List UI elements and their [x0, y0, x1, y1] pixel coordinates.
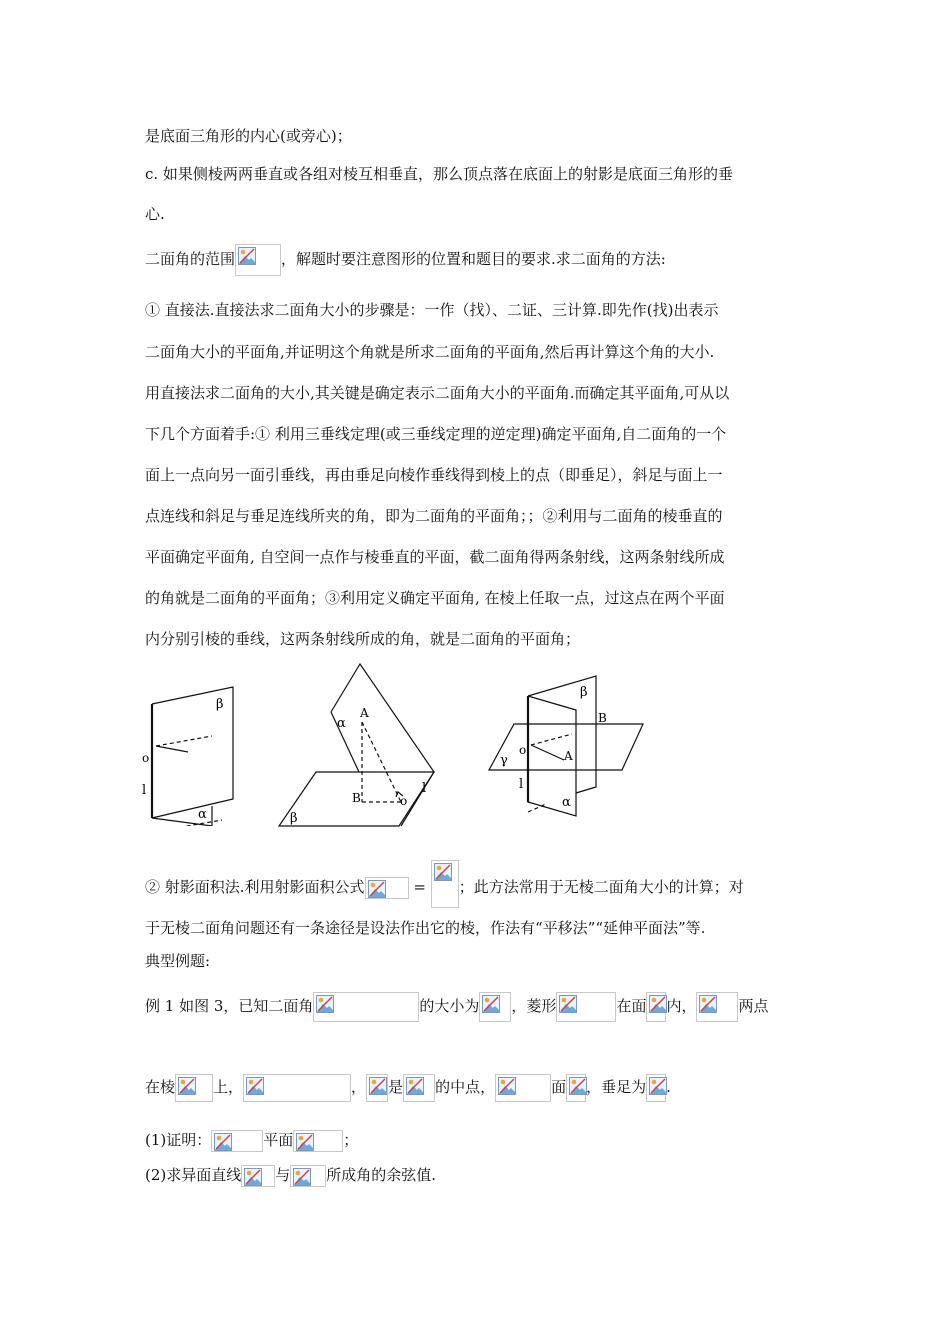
formula-image — [431, 860, 459, 908]
dashed-oB — [531, 734, 572, 745]
broken-image-icon — [649, 995, 667, 1013]
text-line: 用直接法求二面角的大小,其关键是确定表示二面角大小的平面角.而确定其平面角,可从以 — [145, 384, 730, 402]
text-line: c. 如果侧棱两两垂直或各组对棱互相垂直，那么顶点落在底面上的射影是底面三角形的垂 — [145, 165, 733, 183]
text-span: ； — [343, 1131, 359, 1149]
text-span: 面 — [551, 1078, 567, 1096]
text-span: 所成角的余弦值. — [326, 1166, 437, 1184]
text-line: 二面角大小的平面角,并证明这个角就是所求二面角的平面角,然后再计算这个角的大小. — [145, 343, 715, 361]
text-line: 点连线和斜足与垂足连线所夹的角，即为二面角的平面角；；②利用与二面角的棱垂直的 — [145, 507, 723, 525]
label-alpha: α — [198, 807, 207, 822]
text-span: ；此方法常用于无棱二面角大小的计算；对 — [458, 878, 744, 896]
text-span: 在面 — [616, 997, 647, 1015]
label-l: l — [519, 777, 524, 792]
text-span: 的中点， — [435, 1078, 496, 1096]
text-span: ，垂足为 — [586, 1078, 647, 1096]
label-A: A — [360, 706, 369, 720]
formula-image — [366, 1074, 388, 1102]
text-line — [145, 1165, 436, 1187]
broken-image-icon — [569, 1077, 587, 1095]
formula-image — [241, 1165, 275, 1187]
broken-image-icon — [434, 863, 452, 881]
dashed-Ao — [362, 722, 401, 802]
label-beta: β — [580, 685, 588, 700]
figure-dihedral-1 — [136, 684, 246, 826]
text-span: ，菱形 — [511, 997, 557, 1015]
broken-image-icon — [498, 1077, 516, 1095]
text-span: 二面角的范围 — [145, 250, 236, 268]
broken-image-icon — [369, 1077, 387, 1095]
formula-image — [243, 1074, 351, 1102]
formula-image — [313, 992, 419, 1022]
text-span: 在棱 — [145, 1078, 176, 1096]
broken-image-icon — [406, 1077, 424, 1095]
text-line: 下几个方面着手:① 利用三垂线定理(或三垂线定理的逆定理)确定平面角,自二面角的一个 — [145, 425, 727, 443]
figure-dihedral-2 — [276, 662, 438, 828]
text-line — [145, 244, 666, 276]
formula-image — [403, 1074, 435, 1102]
broken-image-icon — [559, 995, 577, 1013]
formula-image — [495, 1074, 551, 1102]
text-line: ① 直接法.直接法求二面角大小的步骤是：一作（找）、二证、三计算.即先作(找)出表示 — [145, 301, 719, 319]
label-l: l — [142, 783, 147, 798]
formula-image — [556, 992, 616, 1022]
formula-image — [235, 244, 281, 276]
broken-image-icon — [244, 1168, 262, 1186]
formula-image — [646, 1074, 666, 1102]
text-span: 上， — [213, 1078, 244, 1096]
label-beta: β — [290, 811, 298, 826]
formula-image — [479, 992, 511, 1022]
formula-image — [696, 992, 738, 1022]
text-span: . — [666, 1078, 671, 1096]
formula-image — [211, 1130, 263, 1152]
label-alpha: α — [337, 716, 346, 731]
text-span: (2)求异面直线 — [145, 1166, 242, 1184]
text-span: 是 — [388, 1078, 404, 1096]
label-o: o — [400, 794, 408, 808]
broken-image-icon — [316, 995, 334, 1013]
text-line — [145, 1074, 671, 1102]
ray — [156, 746, 188, 752]
text-line: 面上一点向另一面引垂线，再由垂足向棱作垂线得到棱上的点（即垂足），斜足与面上一 — [145, 466, 723, 484]
text-span: 的大小为 — [419, 997, 480, 1015]
label-beta: β — [216, 697, 224, 712]
label-o: o — [519, 743, 527, 757]
broken-image-icon — [296, 1133, 314, 1151]
label-o: o — [142, 751, 150, 765]
formula-image — [175, 1074, 213, 1102]
ray-oA — [531, 745, 564, 760]
broken-image-icon — [246, 1077, 264, 1095]
text-line — [145, 1130, 358, 1152]
formula-image — [365, 877, 409, 899]
text-span: 与 — [275, 1166, 291, 1184]
label-gamma: γ — [500, 753, 508, 768]
plane-gamma — [489, 724, 643, 770]
text-line: 于无棱二面角问题还有一条途径是设法作出它的棱，作法有“平移法”“延伸平面法”等. — [145, 919, 706, 937]
label-B: B — [598, 711, 607, 725]
broken-image-icon — [178, 1077, 196, 1095]
formula-image — [566, 1074, 586, 1102]
equals-sign: = — [413, 878, 426, 896]
broken-image-icon — [293, 1168, 311, 1186]
broken-image-icon — [482, 995, 500, 1013]
text-span: ② 射影面积法.利用射影面积公式 — [145, 878, 365, 896]
text-line — [145, 860, 744, 908]
broken-image-icon — [699, 995, 717, 1013]
figure-dihedral-3 — [486, 672, 646, 822]
label-alpha: α — [562, 795, 571, 810]
broken-image-icon — [214, 1133, 232, 1151]
formula-image — [646, 992, 666, 1022]
formula-image — [293, 1130, 343, 1152]
text-span: 平面 — [263, 1131, 294, 1149]
text-line: 典型例题: — [145, 952, 211, 970]
text-line: 的角就是二面角的平面角；③利用定义确定平面角, 在棱上任取一点，过这点在两个平面 — [145, 589, 725, 607]
text-line: 是底面三角形的内心(或旁心)； — [145, 127, 352, 145]
text-line: 内分别引棱的垂线，这两条射线所成的角，就是二面角的平面角； — [145, 630, 581, 648]
text-line — [145, 992, 768, 1022]
text-span: ，解题时要注意图形的位置和题目的要求.求二面角的方法: — [281, 250, 666, 268]
label-l: l — [422, 781, 427, 796]
text-span: 例 1 如图 3，已知二面角 — [145, 997, 314, 1015]
text-line: 平面确定平面角, 自空间一点作与棱垂直的平面，截二面角得两条射线，这两条射线所成 — [145, 548, 725, 566]
text-span: 两点 — [738, 997, 769, 1015]
broken-image-icon — [368, 880, 386, 898]
label-A: A — [564, 749, 573, 763]
broken-image-icon — [238, 247, 256, 265]
dashed-ray — [156, 736, 212, 746]
formula-image — [290, 1165, 326, 1187]
label-B: B — [352, 791, 361, 805]
text-span: 内， — [666, 997, 697, 1015]
text-span: ， — [351, 1078, 367, 1096]
text-line: 心. — [145, 205, 165, 223]
broken-image-icon — [649, 1077, 667, 1095]
text-span: (1)证明： — [145, 1131, 212, 1149]
